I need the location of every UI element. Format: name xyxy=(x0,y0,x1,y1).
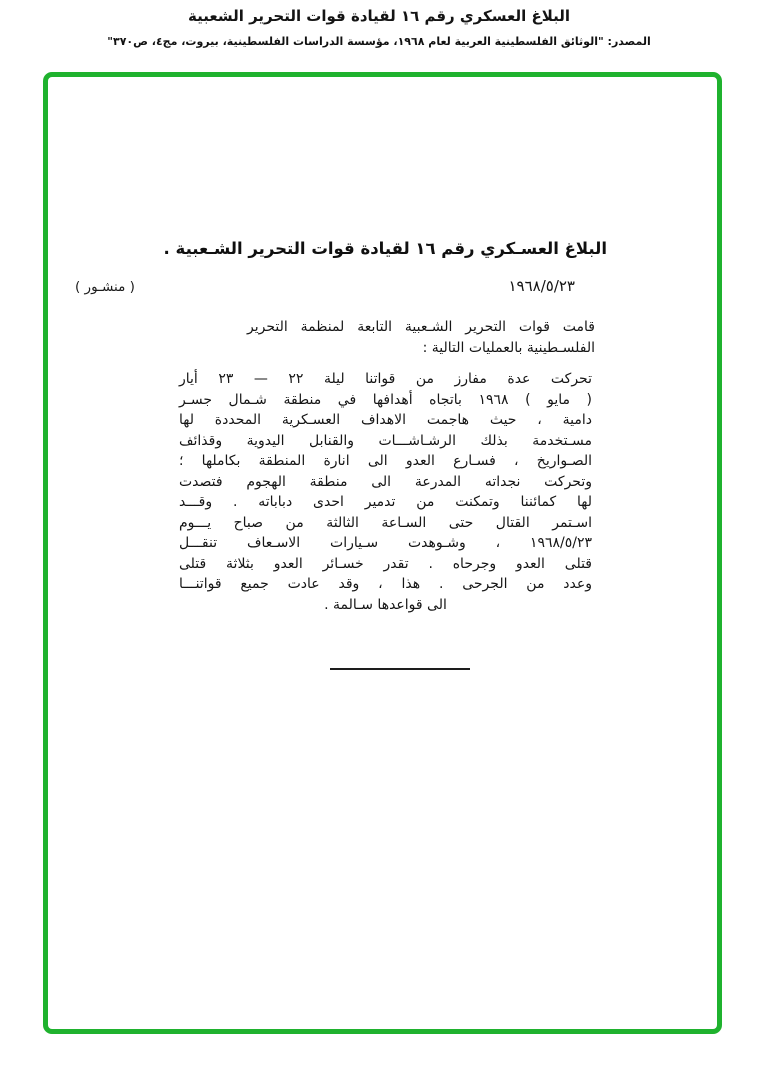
intro-line: الفلسـطينية بالعمليات التالية : xyxy=(422,339,595,356)
source-citation: المصدر: "الوثائق الفلسطينية العربية لعام ١٩٦٨، مؤسسة الدراسات الفلسطينية، بيروت، مج٤، ص٣٧٠" xyxy=(107,35,651,48)
document-scan-frame xyxy=(43,72,722,1034)
body-lines xyxy=(179,369,592,595)
page-title: البلاغ العسكري رقم ١٦ لقيادة قوات التحرير الشعبية xyxy=(188,7,570,25)
body-line: ( مايو ) ١٩٦٨ باتجاه أهدافها في منطقة شـمال جسـر xyxy=(179,391,592,408)
body-line: وعدد من الجرحى . هذا ، وقد عادت جميع قواتنـــا xyxy=(179,576,592,592)
body-line: تحركت عدة مفارز من قواتنا ليلة ٢٢ — ٢٣ أيار xyxy=(179,371,592,387)
document-title: البلاغ العسـكري رقم ١٦ لقيادة قوات التحرير الشـعبية . xyxy=(163,239,607,258)
body-line: دامية ، حيث هاجمت الاهداف العسـكرية المحددة لها xyxy=(179,412,592,428)
body-line: الصـواريخ ، فسـارع العدو الى انارة المنطقة بكاملها ؛ xyxy=(179,453,592,469)
body-line: مسـتخدمة بذلك الرشـاشـــات والقنابل اليدوية وقذائف xyxy=(179,432,592,449)
intro-paragraph xyxy=(247,317,595,358)
separator-rule xyxy=(330,668,470,670)
body-line: لها كمائننا وتمكنت من تدمير احدى دباباته . وقـــد xyxy=(179,494,592,510)
body-line: وتحركت نجداته المدرعة الى منطقة الهجوم فتصدت xyxy=(179,473,592,490)
page-header xyxy=(0,0,758,49)
body-line: اسـتمر القتال حتى السـاعة الثالثة من صباح يـــوم xyxy=(179,514,592,531)
closing-line: الى قواعدها سـالمة . xyxy=(324,596,447,613)
body-line: ١٩٦٨/٥/٢٣ ، وشـوهدت سـيارات الاسـعاف تنقـــل xyxy=(179,535,592,551)
document-date: ١٩٦٨/٥/٢٣ xyxy=(508,277,575,295)
published-note: ( منشـور ) xyxy=(75,279,135,295)
intro-line: قامت قوات التحرير الشـعبية التابعة لمنظمة التحرير xyxy=(247,319,595,335)
body-line: قتلى العدو وجرحاه . تقدر خسـائر العدو بثلاثة قتلى xyxy=(179,555,592,572)
body-paragraph xyxy=(179,369,592,615)
